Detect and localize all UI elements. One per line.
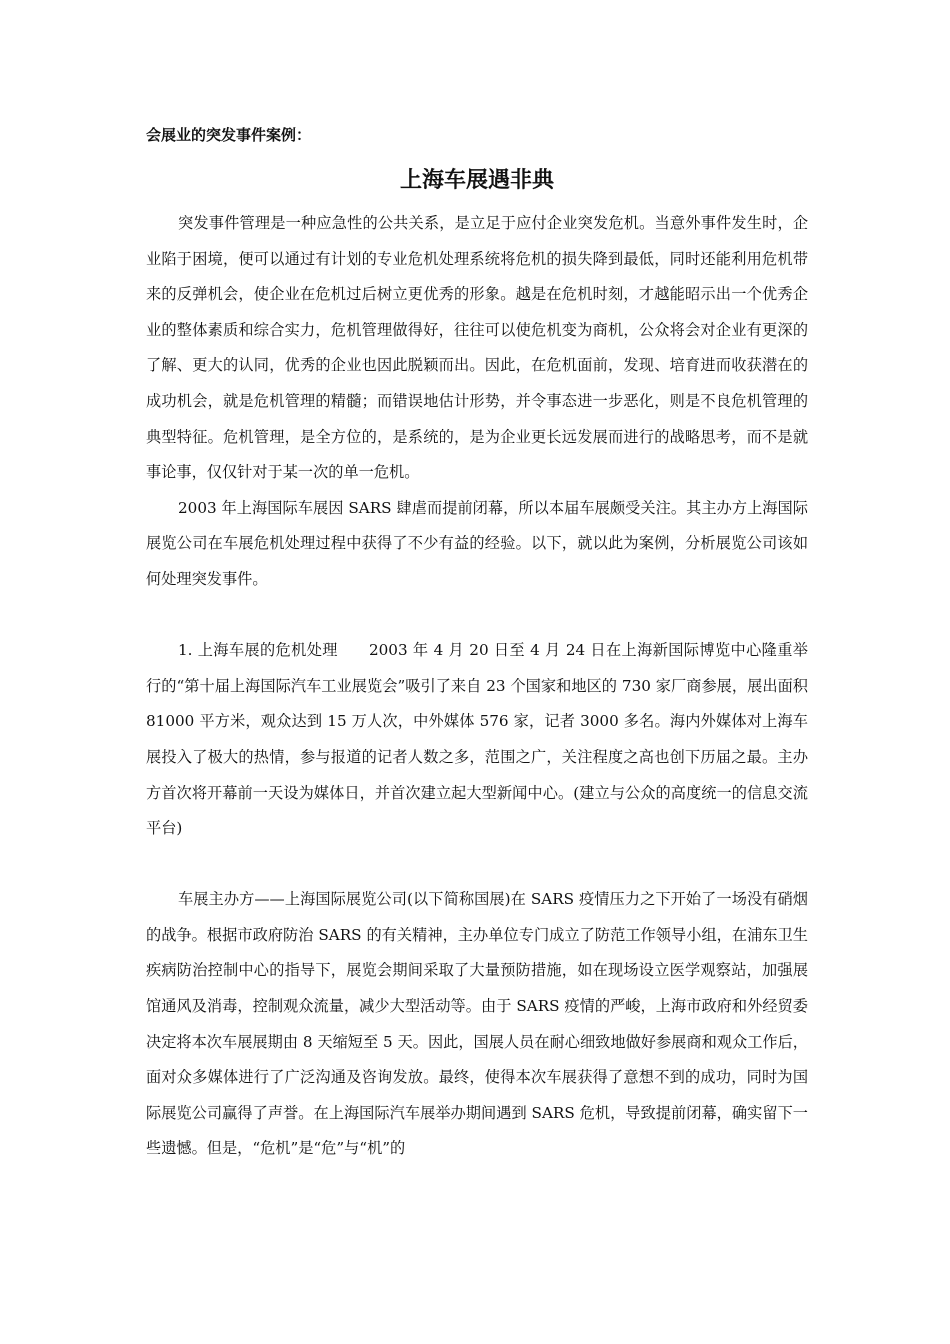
- paragraph-spacer: [146, 598, 808, 634]
- paragraph-intro: 突发事件管理是一种应急性的公共关系，是立足于应付企业突发危机。当意外事件发生时，企业陷于困境，便可以通过有计划的专业危机处理系统将危机的损失降到最低，同时还能利用危机带来的反弹机会，使企业在危机过后树立更优秀的形象。越是在危机时刻，才越能昭示出一个优秀企业的整体素质和综合实力，危机管理做得好，往往可以使危机变为商机，公众将会对企业有更深的了解、更大的认同，优秀的企业也因此脱颖而出。因此，在危机面前，发现、培育进而收获潜在的成功机会，就是危机管理的精髓；而错误地估计形势，并令事态进一步恶化，则是不良危机管理的典型特征。危机管理，是全方位的，是系统的，是为企业更长远发展而进行的战略思考，而不是就事论事，仅仅针对于某一次的单一危机。: [146, 214, 808, 482]
- paragraph-crisis-handling: 1. 上海车展的危机处理 2003 年 4 月 20 日至 4 月 24 日在上海新国际博览中心隆重举行的“第十届上海国际汽车工业展览会”吸引了来自 23 个国家和地区的 730 家厂商参展，展出面积 81000 平方米，观众达到 15 万人次，中外媒体 576 家，记者 3000 多名。海内外媒体对上海车展投入了极大的热情，参与报道的记者人数之多，范围之广，关注程度之高也创下历届之最。主办方首次将开幕前一天设为媒体日，并首次建立起大型新闻中心。(建立与公众的高度统一的信息交流平台): [146, 641, 808, 838]
- document-title: 上海车展遇非典: [399, 168, 554, 193]
- paragraph-organizer-response: 车展主办方——上海国际展览公司(以下简称国展)在 SARS 疫情压力之下开始了一场没有硝烟的战争。根据市政府防治 SARS 的有关精神，主办单位专门成立了防范工作领导小组，在浦东卫生疾病防治控制中心的指导下，展览会期间采取了大量预防措施，如在现场设立医学观察站，加强展馆通风及消毒，控制观众流量，减少大型活动等。由于 SARS 疫情的严峻，上海市政府和外经贸委决定将本次车展展期由 8 天缩短至 5 天。因此，国展人员在耐心细致地做好参展商和观众工作后，面对众多媒体进行了广泛沟通及咨询发放。最终，使得本次车展获得了意想不到的成功，同时为国际展览公司赢得了声誉。在上海国际汽车展举办期间遇到 SARS 危机，导致提前闭幕，确实留下一些遗憾。但是，“危机”是“危”与“机”的: [146, 890, 808, 1158]
- document-body: [146, 124, 808, 1167]
- section-subtitle: 会展业的突发事件案例：: [146, 126, 312, 144]
- paragraph-background: 2003 年上海国际车展因 SARS 肆虐而提前闭幕，所以本届车展颇受关注。其主办方上海国际展览公司在车展危机处理过程中获得了不少有益的经验。以下，就以此为案例，分析展览公司该如何处理突发事件。: [146, 498, 808, 588]
- paragraph-spacer: [146, 847, 808, 883]
